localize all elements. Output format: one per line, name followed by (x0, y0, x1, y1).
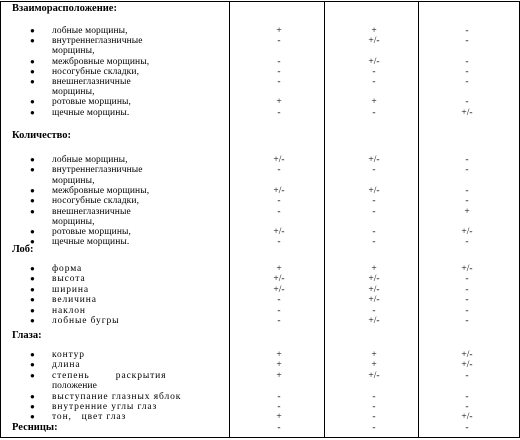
mark-cell: - (372, 305, 376, 316)
bullet-icon: ● (30, 206, 35, 216)
list-item (0, 26, 520, 36)
mark-cell: +/- (461, 412, 473, 423)
list-item-continuation (0, 87, 520, 97)
mark-cell: - (277, 77, 281, 87)
mark-cell: + (371, 264, 377, 274)
list-item (0, 155, 520, 165)
list-item (0, 57, 520, 67)
mark-cell: - (465, 97, 469, 108)
mark-cell: +/- (368, 284, 380, 295)
mark-cell: + (371, 350, 377, 360)
table-bottom-rule (0, 437, 520, 438)
bullet-icon: ● (30, 66, 35, 76)
bullet-icon: ● (30, 165, 35, 175)
mark-cell: +/- (273, 284, 285, 295)
mark-cell: - (372, 237, 376, 248)
mark-cell: - (465, 165, 469, 176)
mark-cell: - (372, 412, 376, 423)
mark-cell: - (465, 77, 469, 87)
list-item (0, 402, 520, 412)
table-top-rule (0, 1, 520, 2)
mark-cell: +/- (273, 155, 285, 165)
mark-cell: +/- (273, 185, 285, 196)
bullet-icon: ● (30, 350, 35, 359)
mark-cell: +/- (461, 107, 473, 118)
mark-cell: - (465, 295, 469, 306)
list-item (0, 285, 520, 295)
bullet-icon: ● (30, 316, 35, 325)
item-label: внутреннеглазничные (52, 165, 143, 176)
bullet-icon: ● (30, 360, 35, 370)
mark-cell: - (465, 305, 469, 316)
item-label: ротовые морщины, (52, 227, 131, 238)
mark-cell: +/- (368, 56, 380, 67)
mark-cell: +/- (368, 295, 380, 306)
list-item (0, 274, 520, 284)
mark-cell: - (277, 423, 281, 433)
item-label: лобные морщины, (52, 26, 128, 36)
item-label: носогубные складки, (52, 196, 140, 207)
mark-cell: - (372, 402, 376, 412)
list-item (0, 97, 520, 107)
item-label: ширина (52, 284, 89, 295)
item-label: морщины, (52, 175, 95, 186)
bullet-icon: ● (30, 391, 35, 401)
item-label: форма (52, 264, 83, 274)
list-item (0, 36, 520, 46)
mark-cell: - (372, 206, 376, 217)
list-item (0, 306, 520, 316)
mark-cell: - (277, 237, 281, 248)
bullet-icon: ● (30, 56, 35, 66)
mark-cell: +/- (461, 360, 473, 371)
mark-cell: +/- (461, 350, 473, 360)
bullet-icon: ● (30, 26, 35, 35)
item-label: межбровные морщины, (52, 185, 150, 196)
item-label: межбровные морщины, (52, 56, 150, 67)
item-label: внешнеглазничные (52, 77, 131, 87)
list-item (0, 360, 520, 370)
mark-cell: - (465, 391, 469, 402)
bullet-icon: ● (30, 185, 35, 195)
item-label: морщины, (52, 87, 95, 98)
mark-cell: - (277, 295, 281, 306)
mark-cell: +/- (368, 316, 380, 326)
bullet-icon: ● (30, 305, 35, 315)
list-item (0, 392, 520, 402)
list-item (0, 227, 520, 237)
mark-cell: - (277, 391, 281, 402)
bullet-icon: ● (30, 274, 35, 284)
mark-cell: - (465, 402, 469, 412)
item-label: щечные морщины. (52, 237, 130, 248)
mark-cell: - (465, 185, 469, 196)
bullet-icon: ● (30, 107, 35, 117)
item-label: морщины, (52, 46, 95, 57)
mark-cell: - (465, 274, 469, 285)
mark-cell: + (371, 97, 377, 108)
mark-cell: - (277, 316, 281, 326)
mark-cell: - (465, 26, 469, 36)
list-item (0, 237, 520, 247)
list-item-continuation (0, 381, 520, 391)
mark-cell: - (372, 107, 376, 118)
mark-cell: - (372, 66, 376, 77)
item-label: ротовые морщины, (52, 97, 131, 108)
bullet-icon: ● (30, 370, 35, 380)
mark-cell: - (277, 36, 281, 47)
mark-cell: - (465, 36, 469, 47)
list-item (0, 108, 520, 118)
mark-cell: - (465, 370, 469, 381)
mark-cell: - (465, 56, 469, 67)
mark-cell: - (465, 196, 469, 207)
list-item-continuation (0, 176, 520, 186)
list-item (0, 207, 520, 217)
mark-cell: + (276, 350, 282, 360)
item-label: морщины, (52, 216, 95, 227)
mark-cell: +/- (368, 155, 380, 165)
mark-cell: +/- (273, 227, 285, 238)
mark-cell: +/- (461, 227, 473, 238)
bullet-icon: ● (30, 237, 35, 247)
mark-cell: +/- (368, 36, 380, 47)
list-item (0, 371, 520, 381)
list-item-continuation (0, 46, 520, 56)
mark-cell: + (464, 206, 470, 217)
mark-cell: - (277, 107, 281, 118)
bullet-icon: ● (30, 97, 35, 107)
item-label: наклон (52, 305, 86, 316)
item-label: выступание глазных яблок (52, 391, 182, 402)
item-label: высота (52, 274, 86, 285)
mark-cell: - (372, 227, 376, 238)
item-label: внутреннеглазничные (52, 36, 143, 47)
mark-cell: - (465, 423, 469, 433)
mark-cell: +/- (273, 274, 285, 285)
bullet-icon: ● (30, 155, 35, 164)
mark-cell: - (372, 77, 376, 87)
mark-cell: - (277, 206, 281, 217)
item-label: внутренние углы глаз (52, 402, 158, 412)
section-title: Взаиморасположение: (12, 3, 117, 14)
mark-cell: - (465, 155, 469, 165)
mark-cell: - (372, 196, 376, 207)
mark-cell: - (465, 316, 469, 326)
list-item (0, 77, 520, 87)
item-label: длина (52, 360, 81, 371)
list-item (0, 264, 520, 274)
item-label: степень раскрытия (52, 370, 167, 381)
bullet-icon: ● (30, 295, 35, 305)
item-label: величина (52, 295, 97, 306)
mark-cell: - (277, 305, 281, 316)
bullet-icon: ● (30, 227, 35, 237)
bullet-icon: ● (30, 77, 35, 86)
mark-cell: - (277, 56, 281, 67)
item-label: контур (52, 350, 85, 360)
mark-cell: - (372, 165, 376, 176)
mark-cell: + (276, 26, 282, 36)
bullet-icon: ● (30, 264, 35, 273)
mark-cell: + (371, 360, 377, 371)
mark-cell: + (276, 370, 282, 381)
list-item (0, 412, 520, 422)
mark-cell: - (465, 66, 469, 77)
mark-cell: - (372, 423, 376, 433)
section-title: Глаза: (12, 330, 42, 341)
bullet-icon: ● (30, 284, 35, 294)
list-item-continuation (0, 217, 520, 227)
item-label: щечные морщины. (52, 107, 130, 118)
mark-cell: - (465, 237, 469, 248)
mark-cell: - (277, 402, 281, 412)
mark-cell: - (277, 165, 281, 176)
mark-cell: + (276, 264, 282, 274)
mark-cell: + (276, 97, 282, 108)
mark-cell: - (465, 284, 469, 295)
list-item (0, 196, 520, 206)
bullet-icon: ● (30, 412, 35, 422)
list-item (0, 67, 520, 77)
item-label: положение (52, 381, 97, 392)
item-label: тон, цвет глаз (52, 412, 127, 423)
list-item (0, 316, 520, 326)
item-label: лобные бугры (52, 316, 120, 326)
mark-cell: +/- (368, 370, 380, 381)
mark-cell: - (277, 196, 281, 207)
bullet-icon: ● (30, 36, 35, 46)
list-item (0, 295, 520, 305)
list-item (0, 165, 520, 175)
mark-cell: +/- (368, 185, 380, 196)
mark-cell: +/- (368, 274, 380, 285)
mark-cell: - (372, 391, 376, 402)
mark-cell: + (371, 26, 377, 36)
bullet-icon: ● (30, 402, 35, 411)
section-title: Лоб: (12, 244, 34, 255)
section-title: Количество: (12, 130, 72, 141)
mark-cell: + (276, 412, 282, 423)
list-item (0, 186, 520, 196)
mark-cell: +/- (461, 264, 473, 274)
item-label: внешнеглазничные (52, 206, 131, 217)
list-item (0, 350, 520, 360)
section-title: Ресницы: (12, 422, 58, 433)
mark-cell: + (276, 360, 282, 371)
item-label: носогубные складки, (52, 66, 140, 77)
mark-cell: - (277, 66, 281, 77)
bullet-icon: ● (30, 196, 35, 206)
item-label: лобные морщины, (52, 155, 128, 165)
